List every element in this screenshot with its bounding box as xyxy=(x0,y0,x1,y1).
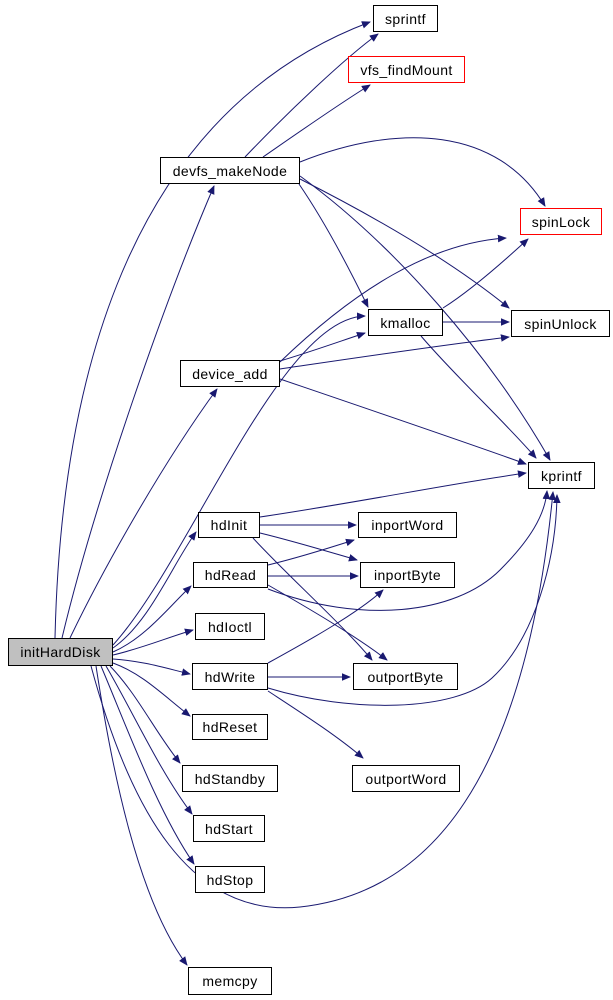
edge-hdInit-to-kprintf xyxy=(260,473,526,517)
graph-node-hdStart[interactable]: hdStart xyxy=(193,815,265,842)
graph-node-spinUnlock[interactable]: spinUnlock xyxy=(511,310,610,337)
edge-hdInit-to-inportByte xyxy=(260,533,357,560)
edge-initHardDisk-to-hdStart xyxy=(106,666,192,814)
graph-node-hdStop[interactable]: hdStop xyxy=(195,866,265,893)
edge-initHardDisk-to-sprintf xyxy=(55,22,370,638)
edge-hdRead-to-outportByte xyxy=(268,585,387,660)
edge-hdWrite-to-outportWord xyxy=(268,691,363,758)
graph-node-hdInit[interactable]: hdInit xyxy=(198,512,260,538)
graph-node-initHardDisk[interactable]: initHardDisk xyxy=(8,638,113,666)
graph-node-vfs_findMount[interactable]: vfs_findMount xyxy=(348,56,465,83)
graph-node-outportByte[interactable]: outportByte xyxy=(353,663,458,690)
graph-node-inportByte[interactable]: inportByte xyxy=(360,562,455,588)
graph-node-sprintf[interactable]: sprintf xyxy=(373,5,438,32)
graph-node-inportWord[interactable]: inportWord xyxy=(358,512,457,538)
edge-kmalloc-to-spinLock xyxy=(443,239,528,308)
graph-node-spinLock[interactable]: spinLock xyxy=(520,208,602,235)
edge-initHardDisk-to-kprintf xyxy=(91,492,553,908)
edge-initHardDisk-to-hdStop xyxy=(101,666,194,864)
graph-node-outportWord[interactable]: outportWord xyxy=(352,765,460,792)
graph-node-devfs_makeNode[interactable]: devfs_makeNode xyxy=(160,157,300,184)
edge-hdRead-to-inportWord xyxy=(268,540,354,565)
graph-node-hdIoctl[interactable]: hdIoctl xyxy=(195,613,265,640)
graph-node-hdRead[interactable]: hdRead xyxy=(193,562,268,588)
graph-node-kmalloc[interactable]: kmalloc xyxy=(368,309,443,336)
graph-node-device_add[interactable]: device_add xyxy=(180,360,280,387)
edge-initHardDisk-to-memcpy xyxy=(96,666,187,965)
graph-node-hdWrite[interactable]: hdWrite xyxy=(192,663,268,690)
edge-devfs_makeNode-to-sprintf xyxy=(245,34,378,157)
edge-initHardDisk-to-hdIoctl xyxy=(113,630,193,655)
graph-node-hdStandby[interactable]: hdStandby xyxy=(182,765,278,792)
edge-initHardDisk-to-device_add xyxy=(70,389,217,638)
edge-devfs_makeNode-to-spinUnlock xyxy=(300,179,509,308)
edge-device_add-to-kprintf xyxy=(280,379,526,464)
edge-devfs_makeNode-to-vfs_findMount xyxy=(263,85,370,157)
edge-devfs_makeNode-to-spinLock xyxy=(300,138,545,206)
graph-node-hdReset[interactable]: hdReset xyxy=(192,714,268,740)
edge-device_add-to-kmalloc xyxy=(280,333,365,361)
edge-kmalloc-to-kprintf xyxy=(421,336,536,458)
edge-initHardDisk-to-hdRead xyxy=(113,586,191,652)
edge-hdInit-to-outportByte xyxy=(253,538,372,660)
graph-node-memcpy[interactable]: memcpy xyxy=(188,967,272,995)
edge-initHardDisk-to-devfs_makeNode xyxy=(62,186,214,638)
graph-node-kprintf[interactable]: kprintf xyxy=(528,462,595,489)
edge-initHardDisk-to-hdWrite xyxy=(113,659,190,674)
